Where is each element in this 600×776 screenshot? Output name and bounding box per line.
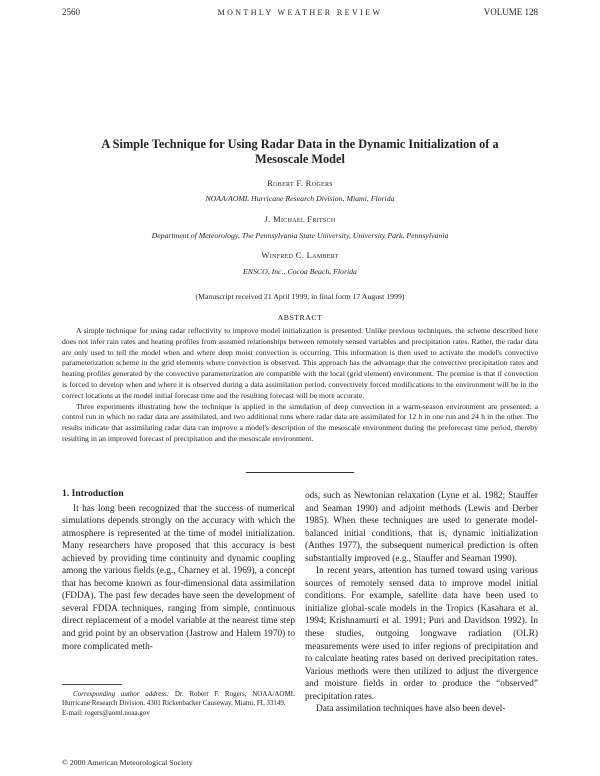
footnote-label: Corresponding author address: — [73, 690, 170, 698]
body-paragraph: In recent years, attention has turned toward using various sources of remotely sensed data to improve model initial conditions. For example, satellite data have been used to initialize global-scale models in the Tropics (Kasahara et al. 1994; Krishnamurti et al. 1991; Puri and Davidson 1992). In these studies, outgoing longwave radiation (OLR) measurements were used to infer regions of precipitation and to calculate heating rates based on derived precipitation rates. Various methods were then utilized to adjust the divergence and moisture fields in order to produce the “observed” precipitation rates. — [305, 566, 538, 702]
footnote — [62, 690, 295, 718]
author-name: J. Michael Fritsch — [264, 214, 336, 224]
author-name: Winfred C. Lambert — [261, 250, 339, 260]
body-paragraph: ods, such as Newtonian relaxation (Lyne et al. 1982; Stauffer and Seaman 1990) and adjoint methods (Lewis and Derber 1985). When these techniques are used to generate model-balanced initial conditions, that is, dynamic initialization (Anthes 1977), the subsequent numerical prediction is often substantially improved (e.g., Stauffer and Seaman 1990). — [305, 491, 538, 564]
body-paragraph: Data assimilation techniques have also been devel- — [316, 704, 506, 715]
author-affiliation: ENSCO, Inc., Cocoa Beach, Florida — [243, 267, 357, 276]
footnote-email: E-mail: rogers@aoml.noaa.gov — [62, 708, 150, 717]
abstract-body — [62, 326, 538, 445]
copyright: © 2000 American Meteorological Society — [62, 758, 193, 767]
footnote-text: Dr. Robert F. Rogers, NOAA/AOML Hurricane Research Division, 4301 Rickenbacker Causeway, Miami, FL 33149. — [62, 690, 295, 708]
author-affiliation: Department of Meteorology, The Pennsylvania State University, University Park, Pennsylvania — [151, 231, 449, 240]
author-name: Robert F. Rogers — [267, 178, 333, 188]
abstract-paragraph: A simple technique for using radar reflectivity to improve model initialization is presented. Unlike previous techniques, the scheme described here does not infer rain rates and heating profiles from assumed relationships between remotely sensed variables and precipitation rates. Rather, the radar data are only used to tell the model when and where deep moist convection is occurring. This information is then used to activate the model's convective parameterization scheme in the grid elements where convection is observed. This approach has the advantage that the convective precipitation rates and heating profiles generated by the convective parameterization are compatible with the local (grid element) environment. The premise is that if convection is forced to develop when and where it is observed during a data assimilation period, convectively forced modifications to the environment will be in the correct locations at the model initial forecast time and the resulting forecast will be more accurate. — [62, 326, 538, 400]
footnote-rule — [62, 684, 122, 685]
volume: VOLUME 128 — [483, 7, 538, 17]
journal-name: MONTHLY WEATHER REVIEW — [217, 8, 383, 17]
right-column — [305, 490, 538, 716]
page-number: 2560 — [62, 7, 80, 17]
paper-title: A Simple Technique for Using Radar Data in the Dynamic Initialization of a Mesoscale Model — [101, 137, 499, 166]
divider — [246, 472, 354, 473]
abstract-heading: ABSTRACT — [277, 313, 323, 322]
left-column — [62, 488, 295, 653]
body-paragraph: It has long been recognized that the success of numerical simulations depends strongly on the accuracy with which the atmosphere is represented at the time of model initialization. Many researchers have proposed that this accuracy is best achieved by providing time continuity and dynamic coupling among the various fields (e.g., Charney et al. 1969), a concept that has become known as four-dimensional data assimilation (FDDA). The past few decades have seen the development of several FDDA techniques, ranging from simple, continuous direct replacement of a model variable at the nearest time step and grid point by an observation (Jastrow and Halem 1970) to more complicated meth- — [62, 503, 295, 652]
author-affiliation: NOAA/AOML Hurricane Research Division, Miami, Florida — [205, 194, 395, 203]
abstract-paragraph: Three experiments illustrating how the technique is applied in the simulation of deep convection in a warm-season environment are presented: a control run in which no radar data are assimilated, and two additional runs where radar data are assimilated for 12 h in one run and 24 h in the other. The results indicate that assimilating radar data can improve a model's description of the mesoscale environment during the preforecast time period, thereby resulting in an improved forecast of precipitation and the mesoscale environment. — [62, 401, 538, 443]
section-heading: 1. Introduction — [62, 488, 124, 499]
manuscript-dates: (Manuscript received 21 April 1999, in final form 17 August 1999) — [195, 292, 405, 301]
